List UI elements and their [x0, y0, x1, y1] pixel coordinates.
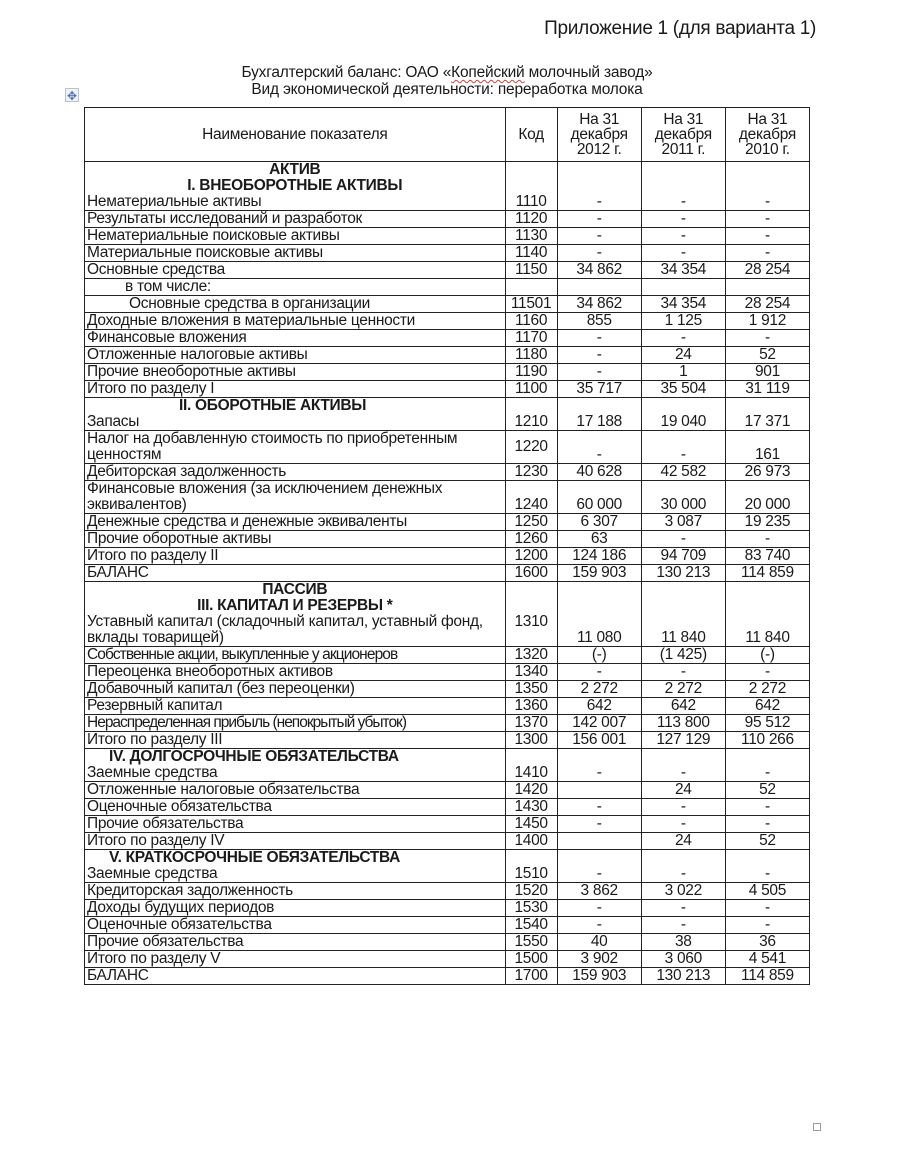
row-code	[505, 279, 557, 296]
value-2012: 17 188	[557, 398, 641, 431]
value-2010: 110 266	[725, 732, 809, 749]
row-code: 1120	[505, 211, 557, 228]
table-row	[85, 481, 810, 514]
value-2010: 1 912	[725, 313, 809, 330]
row-name: Резервный капитал	[85, 698, 506, 715]
table-row	[85, 262, 810, 279]
value-2011: 24	[641, 833, 725, 850]
value-2011: 127 129	[641, 732, 725, 749]
table-row	[85, 664, 810, 681]
value-2010: (-)	[725, 647, 809, 664]
table-row	[85, 782, 810, 799]
value-2010: 114 859	[725, 565, 809, 582]
appendix-label: Приложение 1 (для варианта 1)	[544, 18, 816, 39]
value-2012	[557, 279, 641, 296]
row-name: Итого по разделу II	[85, 548, 506, 565]
row-code: 1170	[505, 330, 557, 347]
value-2010: 2 272	[725, 681, 809, 698]
title-suffix: молочный завод»	[524, 64, 653, 81]
row-code: 1110	[505, 162, 557, 211]
row-name: Запасы	[87, 413, 140, 430]
table-row	[85, 582, 810, 647]
title-prefix: Бухгалтерский баланс: ОАО «	[241, 64, 452, 81]
table-row-balance	[85, 968, 810, 985]
row-code: 1600	[505, 565, 557, 582]
row-name: Заемные средства	[87, 865, 218, 882]
table-row	[85, 900, 810, 917]
value-2012: 124 186	[557, 548, 641, 565]
row-code: 1340	[505, 664, 557, 681]
row-name: Добавочный капитал (без переоценки)	[85, 681, 506, 698]
row-code: 1430	[505, 799, 557, 816]
row-code: 1240	[505, 481, 557, 514]
header-name: Наименование показателя	[85, 108, 506, 162]
value-2011: -	[641, 531, 725, 548]
table-move-handle-icon[interactable]: ✥	[66, 89, 78, 103]
value-2012: 855	[557, 313, 641, 330]
table-row	[85, 951, 810, 968]
value-2011	[641, 279, 725, 296]
document-title	[84, 64, 810, 98]
value-2012: 11 080	[557, 582, 641, 647]
value-2011: -	[641, 431, 725, 464]
header-2012: На 31 декабря 2012 г.	[557, 108, 641, 162]
table-row	[85, 245, 810, 262]
table-row	[85, 681, 810, 698]
row-name: Материальные поисковые активы	[85, 245, 506, 262]
value-2010: -	[725, 799, 809, 816]
value-2011: 3 087	[641, 514, 725, 531]
row-name: Отложенные налоговые обязательства	[85, 782, 506, 799]
value-2010: -	[725, 228, 809, 245]
row-code: 1150	[505, 262, 557, 279]
row-code: 1510	[505, 850, 557, 883]
value-2010: -	[725, 749, 809, 782]
value-2010: -	[725, 664, 809, 681]
row-code: 1190	[505, 364, 557, 381]
value-2010: 114 859	[725, 968, 809, 985]
value-2011: 113 800	[641, 715, 725, 732]
table-row	[85, 548, 810, 565]
row-code: 1370	[505, 715, 557, 732]
value-2011: -	[641, 900, 725, 917]
value-2010: 28 254	[725, 262, 809, 279]
row-code: 1220	[505, 431, 557, 464]
title-line-2: Вид экономической деятельности: переработка молока	[251, 81, 643, 98]
value-2010: -	[725, 211, 809, 228]
table-row	[85, 883, 810, 900]
value-2010: 20 000	[725, 481, 809, 514]
row-name: Итого по разделу I	[85, 381, 506, 398]
value-2012: (-)	[557, 647, 641, 664]
row-name: Денежные средства и денежные эквиваленты	[85, 514, 506, 531]
value-2010: 4 541	[725, 951, 809, 968]
row-name: Дебиторская задолженность	[85, 464, 506, 481]
value-2010: 17 371	[725, 398, 809, 431]
table-row	[85, 279, 810, 296]
value-2011: 3 060	[641, 951, 725, 968]
table-row	[85, 732, 810, 749]
table-row	[85, 698, 810, 715]
row-name: Заемные средства	[87, 764, 218, 781]
value-2010: -	[725, 245, 809, 262]
value-2012: 6 307	[557, 514, 641, 531]
value-2012: 35 717	[557, 381, 641, 398]
value-2012: -	[557, 364, 641, 381]
row-code: 1300	[505, 732, 557, 749]
table-row	[85, 749, 810, 782]
value-2011: -	[641, 850, 725, 883]
header-row	[85, 108, 810, 162]
value-2010: 52	[725, 833, 809, 850]
row-name: Оценочные обязательства	[85, 799, 506, 816]
row-code: 1210	[505, 398, 557, 431]
value-2010: -	[725, 330, 809, 347]
value-2011: 24	[641, 347, 725, 364]
value-2011: 11 840	[641, 582, 725, 647]
value-2010: 19 235	[725, 514, 809, 531]
row-name: Доходные вложения в материальные ценности	[85, 313, 506, 330]
value-2012: 142 007	[557, 715, 641, 732]
section-heading-2: II. ОБОРОТНЫЕ АКТИВЫ	[179, 397, 367, 414]
section-heading-1: I. ВНЕОБОРОТНЫЕ АКТИВЫ	[187, 177, 403, 194]
value-2011: 1 125	[641, 313, 725, 330]
value-2012: -	[557, 664, 641, 681]
section-heading-5: V. КРАТКОСРОЧНЫЕ ОБЯЗАТЕЛЬСТВА	[109, 849, 401, 866]
value-2010: 11 840	[725, 582, 809, 647]
value-2012: 60 000	[557, 481, 641, 514]
row-name: Прочие обязательства	[85, 816, 506, 833]
table-row	[85, 531, 810, 548]
value-2010: 95 512	[725, 715, 809, 732]
row-name: Оценочные обязательства	[85, 917, 506, 934]
row-name: Нематериальные поисковые активы	[85, 228, 506, 245]
row-code: 11501	[505, 296, 557, 313]
table-row	[85, 647, 810, 664]
value-2012: 159 903	[557, 565, 641, 582]
value-2012: -	[557, 900, 641, 917]
value-2011: 1	[641, 364, 725, 381]
row-code: 1350	[505, 681, 557, 698]
row-code: 1530	[505, 900, 557, 917]
row-code: 1360	[505, 698, 557, 715]
table-row	[85, 313, 810, 330]
value-2012: -	[557, 431, 641, 464]
header-2011: На 31 декабря 2011 г.	[641, 108, 725, 162]
table-row	[85, 347, 810, 364]
row-code: 1130	[505, 228, 557, 245]
section-heading-3: III. КАПИТАЛ И РЕЗЕРВЫ *	[197, 597, 393, 614]
value-2012: 34 862	[557, 262, 641, 279]
value-2012: 3 902	[557, 951, 641, 968]
value-2010: -	[725, 531, 809, 548]
value-2010: 4 505	[725, 883, 809, 900]
table-row	[85, 398, 810, 431]
row-name: Нераспределенная прибыль (непокрытый убыток)	[85, 715, 506, 732]
table-row	[85, 934, 810, 951]
table-row	[85, 917, 810, 934]
row-name: Отложенные налоговые активы	[85, 347, 506, 364]
row-code: 1100	[505, 381, 557, 398]
row-code: 1230	[505, 464, 557, 481]
table-row	[85, 330, 810, 347]
row-name: БАЛАНС	[85, 565, 506, 582]
header-code: Код	[505, 108, 557, 162]
row-name: Прочие внеоборотные активы	[85, 364, 506, 381]
header-2010: На 31 декабря 2010 г.	[725, 108, 809, 162]
value-2011: 42 582	[641, 464, 725, 481]
value-2011: -	[641, 228, 725, 245]
value-2012: 34 862	[557, 296, 641, 313]
row-code: 1250	[505, 514, 557, 531]
table-row	[85, 211, 810, 228]
table-row	[85, 296, 810, 313]
company-name: Копейский	[451, 64, 525, 81]
value-2012: 3 862	[557, 883, 641, 900]
value-2010: -	[725, 917, 809, 934]
value-2010: 642	[725, 698, 809, 715]
row-name: Итого по разделу IV	[85, 833, 506, 850]
value-2012: 642	[557, 698, 641, 715]
balance-sheet-table	[84, 107, 810, 985]
row-code: 1400	[505, 833, 557, 850]
table-row	[85, 799, 810, 816]
value-2011: -	[641, 749, 725, 782]
table-row	[85, 431, 810, 464]
row-name: Итого по разделу III	[85, 732, 506, 749]
value-2010	[725, 279, 809, 296]
row-code: 1700	[505, 968, 557, 985]
row-name: Кредиторская задолженность	[85, 883, 506, 900]
value-2011: 94 709	[641, 548, 725, 565]
value-2012: 40	[557, 934, 641, 951]
value-2012: -	[557, 330, 641, 347]
value-2010: -	[725, 850, 809, 883]
value-2011: -	[641, 816, 725, 833]
row-name: Основные средства в организации	[85, 296, 506, 313]
section-heading-4: IV. ДОЛГОСРОЧНЫЕ ОБЯЗАТЕЛЬСТВА	[109, 748, 399, 765]
table-row	[85, 833, 810, 850]
section-heading-passiv: ПАССИВ	[262, 581, 328, 598]
table-row	[85, 464, 810, 481]
row-name: в том числе:	[85, 279, 506, 296]
table-row	[85, 162, 810, 211]
value-2012: 2 272	[557, 681, 641, 698]
value-2011: -	[641, 245, 725, 262]
title-line-1	[84, 64, 810, 81]
value-2012: -	[557, 799, 641, 816]
value-2010: 36	[725, 934, 809, 951]
row-code: 1450	[505, 816, 557, 833]
value-2011: 38	[641, 934, 725, 951]
value-2010: 28 254	[725, 296, 809, 313]
value-2012: -	[557, 228, 641, 245]
row-code: 1540	[505, 917, 557, 934]
row-name: Уставный капитал (складочный капитал, уставный фонд, вклады товарищей)	[87, 613, 483, 646]
table-row	[85, 715, 810, 732]
table-row	[85, 228, 810, 245]
value-2012: -	[557, 917, 641, 934]
value-2011: 34 354	[641, 296, 725, 313]
value-2010: 26 973	[725, 464, 809, 481]
value-2011: 642	[641, 698, 725, 715]
table-row-balance	[85, 565, 810, 582]
row-code: 1200	[505, 548, 557, 565]
row-code: 1310	[505, 582, 557, 647]
row-code: 1140	[505, 245, 557, 262]
value-2011: -	[641, 917, 725, 934]
value-2010: -	[725, 162, 809, 211]
value-2012: -	[557, 749, 641, 782]
value-2011: 3 022	[641, 883, 725, 900]
value-2010: 83 740	[725, 548, 809, 565]
row-name: Прочие оборотные активы	[85, 531, 506, 548]
section-heading-aktiv: АКТИВ	[269, 161, 321, 178]
row-code: 1520	[505, 883, 557, 900]
row-name: Доходы будущих периодов	[85, 900, 506, 917]
value-2011: 30 000	[641, 481, 725, 514]
table-row	[85, 850, 810, 883]
value-2010: -	[725, 900, 809, 917]
value-2011: 24	[641, 782, 725, 799]
value-2012: -	[557, 816, 641, 833]
value-2011: -	[641, 162, 725, 211]
value-2012: 156 001	[557, 732, 641, 749]
value-2012: -	[557, 850, 641, 883]
value-2011: -	[641, 330, 725, 347]
value-2011: -	[641, 664, 725, 681]
row-code: 1260	[505, 531, 557, 548]
row-code: 1160	[505, 313, 557, 330]
row-code: 1180	[505, 347, 557, 364]
row-code: 1550	[505, 934, 557, 951]
value-2010: 901	[725, 364, 809, 381]
value-2012: -	[557, 245, 641, 262]
row-name: Итого по разделу V	[85, 951, 506, 968]
value-2011: -	[641, 211, 725, 228]
row-name: Прочие обязательства	[85, 934, 506, 951]
table-row	[85, 381, 810, 398]
value-2012: -	[557, 211, 641, 228]
row-name: Основные средства	[85, 262, 506, 279]
row-name: Финансовые вложения (за исключением денежных эквивалентов)	[85, 481, 506, 514]
value-2011: 34 354	[641, 262, 725, 279]
value-2011: 35 504	[641, 381, 725, 398]
value-2012: 40 628	[557, 464, 641, 481]
row-name: Нематериальные активы	[87, 193, 262, 210]
value-2010: 52	[725, 782, 809, 799]
value-2011: 19 040	[641, 398, 725, 431]
row-code: 1500	[505, 951, 557, 968]
value-2010: 161	[725, 431, 809, 464]
value-2011: 2 272	[641, 681, 725, 698]
value-2010: -	[725, 816, 809, 833]
row-name: Налог на добавленную стоимость по приобретенным ценностям	[85, 431, 506, 464]
row-code: 1320	[505, 647, 557, 664]
table-row	[85, 514, 810, 531]
value-2012: -	[557, 347, 641, 364]
row-name: Собственные акции, выкупленные у акционеров	[85, 647, 506, 664]
row-code: 1410	[505, 749, 557, 782]
row-name: Финансовые вложения	[85, 330, 506, 347]
table-row	[85, 816, 810, 833]
table-resize-handle[interactable]	[813, 1123, 821, 1131]
value-2012: 159 903	[557, 968, 641, 985]
value-2011: 130 213	[641, 968, 725, 985]
value-2012	[557, 782, 641, 799]
value-2010: 31 119	[725, 381, 809, 398]
row-code: 1420	[505, 782, 557, 799]
row-name: БАЛАНС	[85, 968, 506, 985]
value-2011: 130 213	[641, 565, 725, 582]
table-row	[85, 364, 810, 381]
value-2011: (1 425)	[641, 647, 725, 664]
value-2012: 63	[557, 531, 641, 548]
value-2012	[557, 833, 641, 850]
value-2011: -	[641, 799, 725, 816]
value-2012: -	[557, 162, 641, 211]
row-name: Переоценка внеоборотных активов	[85, 664, 506, 681]
row-name: Результаты исследований и разработок	[85, 211, 506, 228]
value-2010: 52	[725, 347, 809, 364]
